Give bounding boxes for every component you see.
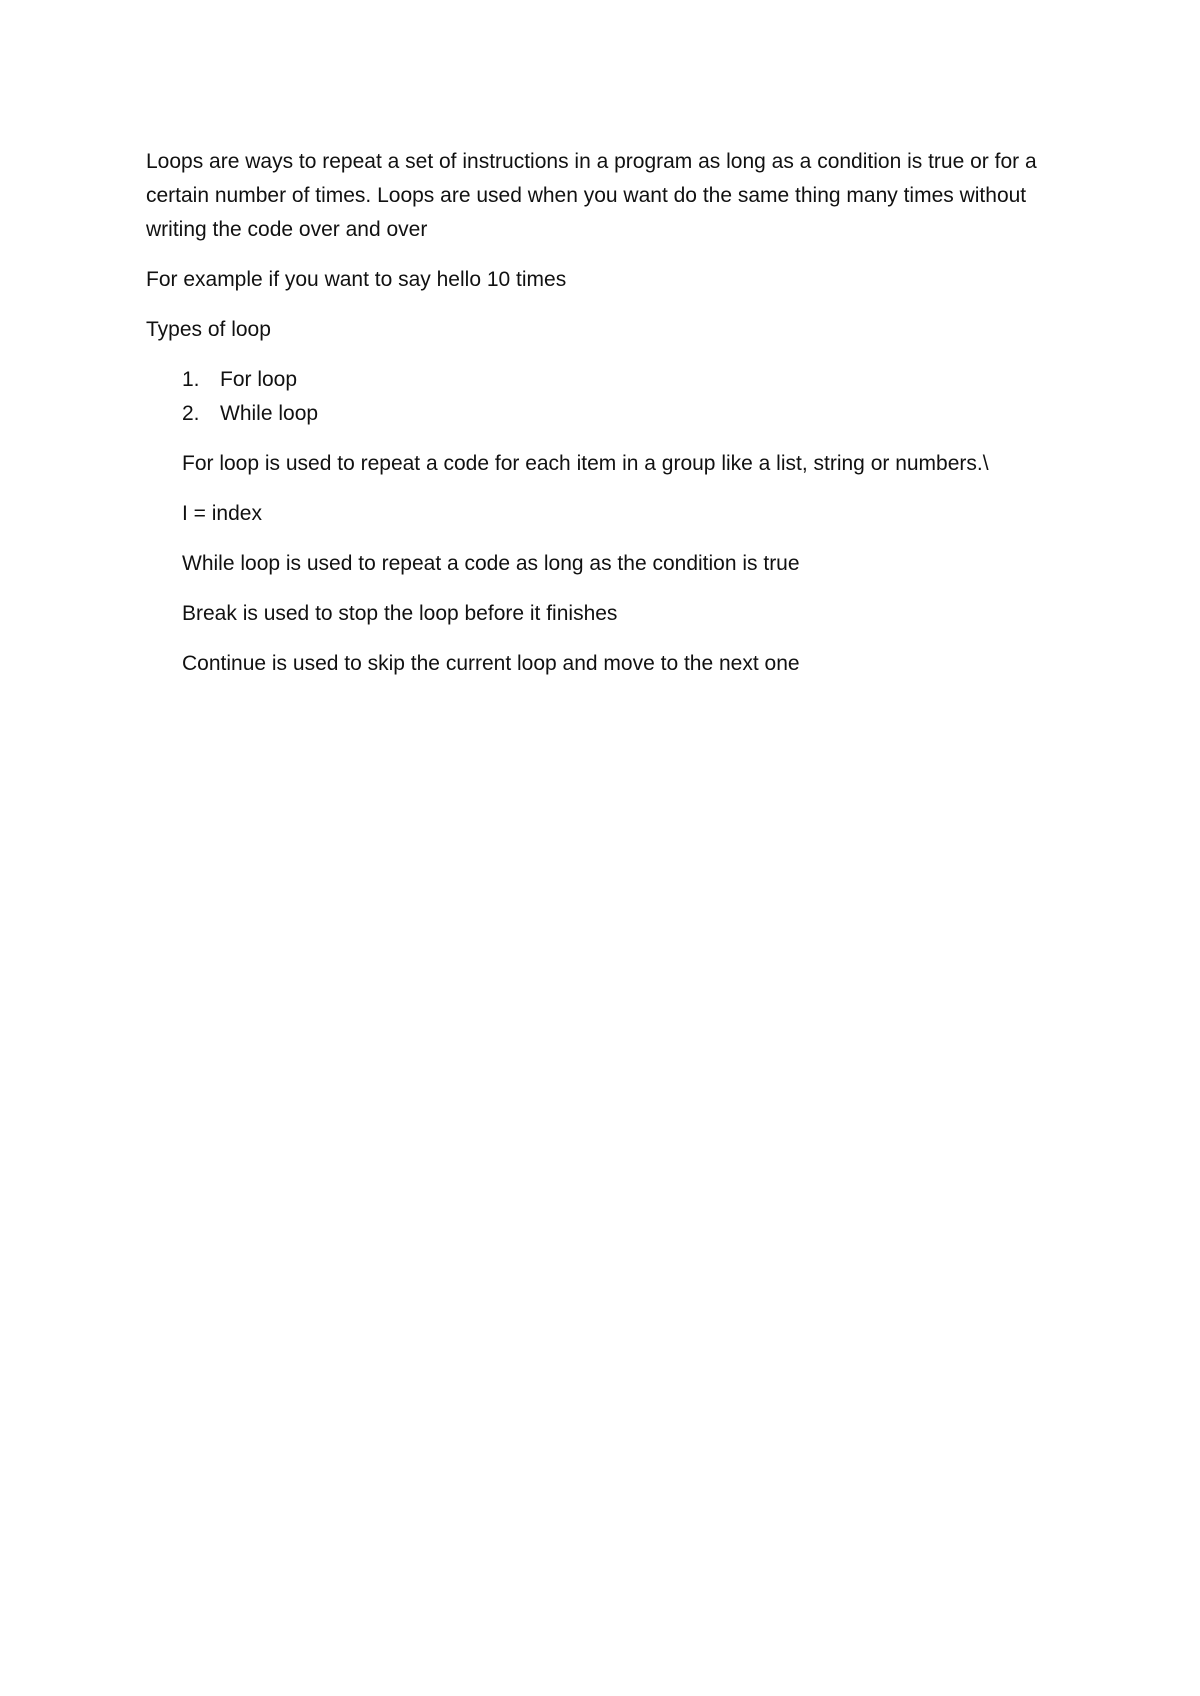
list-item-text: For loop — [220, 368, 298, 391]
document-body — [146, 145, 1066, 697]
example-paragraph: For example if you want to say hello 10 times — [146, 268, 567, 291]
intro-paragraph: Loops are ways to repeat a set of instructions in a program as long as a condition is true or for a certain number of times. Loops are used when you want do the same thing many times without writing the code over and over — [146, 150, 1037, 241]
continue-description: Continue is used to skip the current loop and move to the next one — [182, 652, 800, 675]
list-item-number: 1. — [182, 368, 200, 391]
for-loop-description: For loop is used to repeat a code for each item in a group like a list, string or numbers.\ — [182, 452, 989, 475]
list-item-text: While loop — [220, 402, 319, 425]
list-item — [146, 397, 1066, 431]
while-loop-description: While loop is used to repeat a code as long as the condition is true — [182, 552, 800, 575]
index-note: I = index — [182, 502, 262, 525]
types-heading: Types of loop — [146, 318, 271, 341]
list-item-number: 2. — [182, 402, 200, 425]
break-description: Break is used to stop the loop before it finishes — [182, 602, 618, 625]
list-item — [146, 363, 1066, 397]
loop-types-list — [146, 363, 1066, 431]
